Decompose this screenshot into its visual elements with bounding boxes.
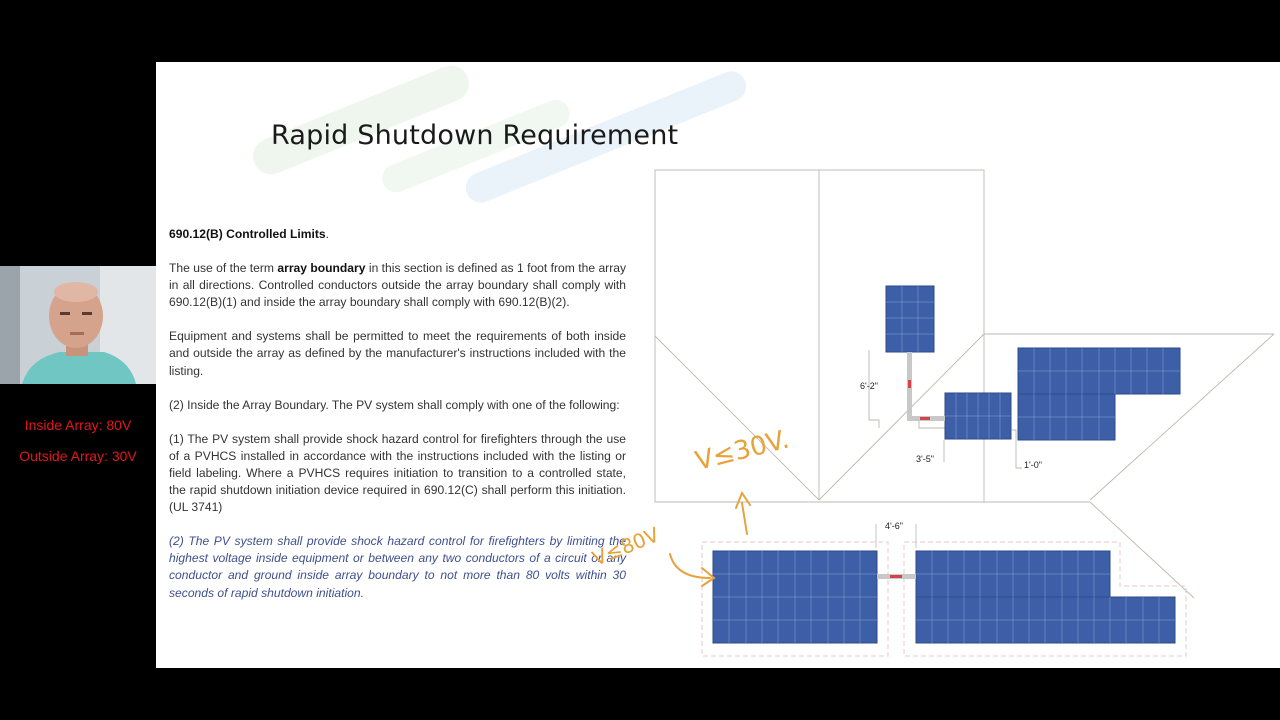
array-bottom-right (916, 551, 1175, 643)
array-middle-small (945, 393, 1011, 439)
paragraph-option-2: (2) The PV system shall provide shock hazard control for firefighters by limiting the highest voltage inside equipment or between any two conductors of a circuit or any conductor and ground inside array boundary to not more than 80 volts within 30 seconds of rapid shutdown initiation. (169, 534, 626, 600)
roof-layout-diagram (588, 168, 1280, 668)
annotation-80v: V≤80V (588, 522, 663, 571)
code-text: 690.12(B) Controlled Limits. The use of the term array boundary in this section is defined as 1 foot from the array in all directions. Controlled conductors outside the array boundary shall comply with 690.12(B)(1) and inside the array boundary shall comply with 690.12(B)(2). Equipment and systems shall be permitted to meet the requirements of both inside and outside the array as defined by the manufacturer's instructions included with the listing. (2) Inside the Array Boundary. The PV system shall comply with one of the following: (1) The PV system shall provide shock hazard control for firefighters through the use of a PVHCS installed in accordance with the instructions included with the listing or field labeling. Where a PVHCS requires initiation to transition to a controlled state, the rapid shutdown initiation device required in 690.12(C) shall perform this initiation. (UL 3741) (2) The PV system shall provide shock hazard control for firefighters by limiting the highest voltage inside equipment or between any two conductors of a circuit or any conductor and ground inside array boundary to not more than 80 volts within 30 seconds of rapid shutdown initiation. (169, 226, 626, 619)
array-bottom-left (713, 551, 877, 643)
array-middle-large (1018, 348, 1180, 440)
dimension-label-6-2: 6'-2" (860, 381, 878, 391)
dimension-label-4-6: 4'-6" (885, 521, 903, 531)
array-top-single (886, 286, 934, 352)
dimension-label-1-0: 1'-0" (1024, 460, 1042, 470)
annotation-30v: V≤30V. (692, 424, 793, 477)
webcam-feed (0, 266, 156, 384)
outside-array-label: Outside Array: 30V (19, 448, 137, 464)
dimension-label-3-5: 3'-5" (916, 454, 934, 464)
inside-array-label: Inside Array: 80V (24, 417, 132, 433)
paragraph-inside-boundary: (2) Inside the Array Boundary. The PV system shall comply with one of the following: (169, 397, 620, 412)
term-array-boundary: array boundary (277, 261, 366, 276)
paragraph-option-1: (1) The PV system shall provide shock hazard control for firefighters through the use of a PVHCS installed in accordance with the instructions included with the listing or field labeling. Where a PVHCS requires initiation to transition to a controlled state, the rapid shutdown initiation device required in 690.12(C) shall perform this initiation. (UL 3741) (169, 431, 626, 515)
section-heading: 690.12(B) Controlled Limits (169, 227, 326, 241)
paragraph-equipment: Equipment and systems shall be permitted to meet the requirements of both inside and outside the array as defined by the manufacturer's instructions included with the listing. (169, 329, 626, 378)
conduit-runs (877, 352, 945, 579)
slide-title: Rapid Shutdown Requirement (271, 120, 679, 151)
paragraph-array-boundary: The use of the term array boundary in this section is defined as 1 foot from the array in all directions. Controlled conductors outside the array boundary shall comply with 690.12(B)(1) and inside the array boundary shall comply with 690.12(B)(2). (169, 261, 626, 310)
presenter-image (0, 266, 156, 384)
